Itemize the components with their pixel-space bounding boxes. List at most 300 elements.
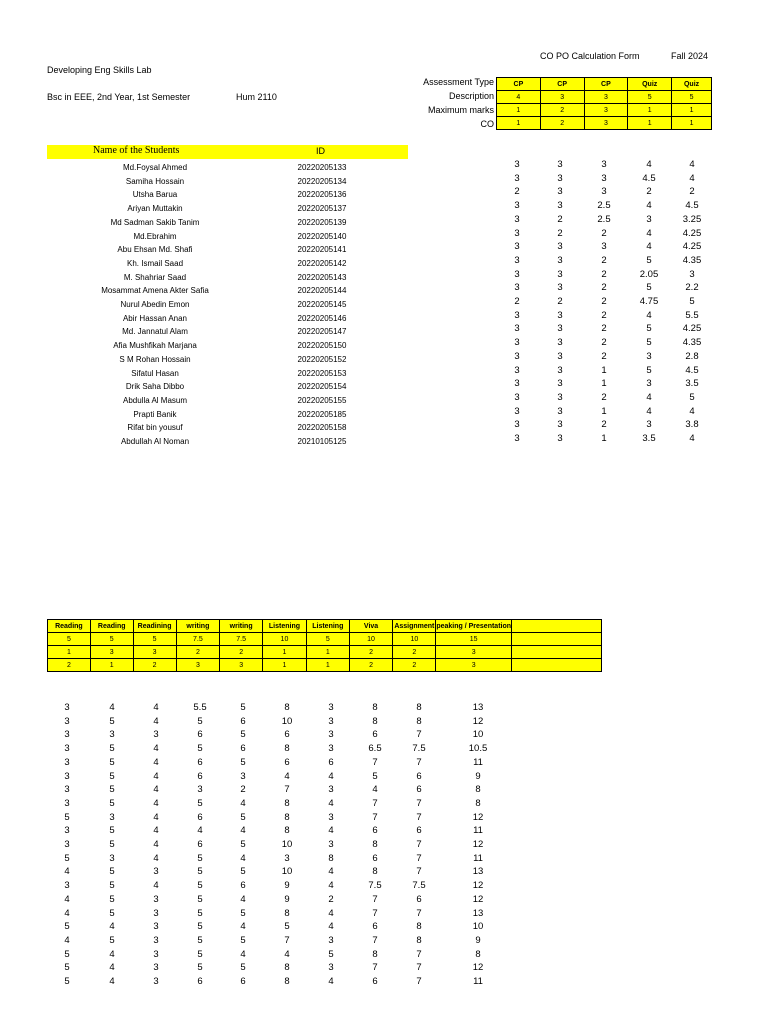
bottom-assessment-cell: 1 [306,659,349,672]
top-mark-cell: 2 [601,419,607,431]
top-mark-cell: 1 [601,433,607,444]
bottom-assessment-table [47,619,602,672]
bottom-assessment-cell: 2 [48,659,91,672]
bottom-mark-cell: 4 [284,770,290,782]
top-mark-cell: 3 [514,391,520,403]
student-id: 20220205139 [297,217,347,227]
top-mark-cell: 3 [557,241,563,253]
bottom-mark-cell: 3 [64,880,70,892]
bottom-mark-cell: 2 [328,893,334,905]
bottom-mark-cell: 5 [109,893,115,905]
bottom-mark-cell: 10 [281,715,293,727]
bottom-mark-cell: 10 [281,866,293,878]
bottom-mark-cell: 5 [109,907,115,919]
bottom-mark-cell: 5 [109,743,115,755]
top-mark-cell: 4 [646,159,652,170]
top-mark-cell: 3 [557,159,563,170]
bottom-mark-cell: 3 [64,825,70,837]
bottom-mark-cell: 11 [473,976,483,987]
bottom-assessment-cell: 1 [263,659,307,672]
bottom-assessment-cell: writing [176,620,220,633]
bottom-mark-cell: 4 [328,770,334,782]
student-id: 20220205185 [297,409,347,419]
bottom-mark-cell: 7 [372,934,378,946]
bottom-assessment-cell: 5 [90,633,133,646]
lab-name: Developing Eng Skills Lab [47,65,152,75]
top-mark-cell: 5 [646,364,652,376]
top-mark-cell: 3 [646,213,652,225]
top-mark-cell: 2.5 [597,200,611,212]
bottom-mark-cell: 8 [284,811,290,823]
top-mark-cell: 3.8 [685,419,699,431]
top-mark-cell: 3 [689,268,695,280]
term-label: Fall 2024 [671,51,709,61]
top-assessment-cell: 3 [584,91,628,104]
top-mark-cell: 3 [557,378,563,390]
bottom-assessment-cell [512,646,602,659]
top-mark-cell: 3 [514,159,520,170]
bottom-mark-cell: 11 [473,825,483,837]
top-mark-cell: 2.8 [685,350,699,362]
bottom-assessment-cell: writing [220,620,263,633]
bottom-mark-cell: 4 [153,839,159,850]
bottom-mark-cell: 12 [472,880,484,892]
bottom-mark-cell: 5 [64,976,70,987]
top-assessment-cell: 3 [584,117,628,130]
top-mark-cell: 4 [646,309,652,321]
bottom-mark-cell: 4 [328,921,334,933]
bottom-mark-cell: 5 [64,852,70,864]
top-mark-cell: 4.75 [639,296,659,307]
student-name: Mosammat Amena Akter Safia [101,286,209,296]
bottom-mark-cell: 2 [240,784,246,796]
bottom-mark-cell: 3 [328,729,334,741]
bottom-mark-cell: 5.5 [193,702,207,713]
bottom-mark-cell: 5 [197,852,203,864]
top-mark-cell: 1 [601,378,607,390]
bottom-mark-cell: 5 [109,715,115,727]
top-mark-cell: 3 [514,172,520,184]
student-name: Drik Saha Dibbo [125,382,185,392]
bottom-mark-cell: 7.5 [368,880,382,892]
bottom-assessment-cell: 2 [176,646,220,659]
bottom-mark-cell: 5 [197,907,203,919]
bottom-mark-cell: 5 [372,770,378,782]
bottom-mark-cell: 7.5 [412,743,426,755]
bottom-mark-cell: 6.5 [368,743,382,755]
bottom-mark-cell: 3 [64,756,70,768]
bottom-mark-cell: 5 [197,934,203,946]
bottom-mark-cell: 4 [109,948,115,960]
bottom-mark-cell: 5 [197,743,203,755]
bottom-mark-cell: 12 [472,715,484,727]
bottom-mark-cell: 7 [416,756,422,768]
bottom-mark-cell: 5 [240,811,246,823]
student-id: 20220205142 [297,258,347,268]
top-assessment-cell: Quiz [672,78,712,91]
bottom-mark-cell: 13 [472,907,484,919]
top-mark-cell: 4 [689,159,695,170]
bottom-mark-cell: 4 [153,702,159,713]
bottom-assessment-cell: Viva [349,620,393,633]
bottom-assessment-cell: 1 [90,659,133,672]
top-mark-cell: 2 [557,296,563,307]
bottom-assessment-cell: 7.5 [220,633,263,646]
top-assessment-cell: 5 [628,91,672,104]
student-id: 20220205145 [297,300,347,309]
bottom-mark-cell: 8 [284,797,290,809]
top-mark-cell: 3 [646,419,652,431]
bottom-mark-cell: 5 [240,866,246,878]
bottom-mark-cell: 6 [372,976,378,987]
top-mark-cell: 4 [646,227,652,239]
bottom-mark-cell: 6 [197,976,203,987]
top-mark-cell: 2 [514,186,520,198]
student-name: Abu Ehsan Md. Shafi [117,245,193,255]
top-mark-cell: 3 [601,159,607,170]
bottom-mark-cell: 4 [240,893,246,905]
bottom-mark-cell: 8 [284,907,290,919]
student-id: 20220205150 [297,341,347,351]
bottom-mark-cell: 7 [416,797,422,809]
bottom-assessment-cell: 5 [306,633,349,646]
student-header-bar [47,145,408,159]
bottom-mark-cell: 5 [197,948,203,960]
student-name: Md.Foysal Ahmed [122,163,188,172]
top-assessment-cell: 1 [497,117,541,130]
bottom-mark-cell: 7 [372,907,378,919]
top-mark-cell: 3 [557,172,563,184]
bottom-mark-cell: 4 [153,825,159,837]
id-column-header: ID [316,146,325,156]
top-assessment-cell: 3 [540,91,584,104]
student-id: 20220205144 [297,286,347,296]
student-id: 20220205133 [297,163,347,172]
bottom-mark-cell: 7 [284,934,290,946]
bottom-assessment-row-co [48,659,602,672]
bottom-mark-cell: 4 [240,825,246,837]
student-name: S M Rohan Hossain [119,354,191,364]
bottom-mark-cell: 4 [109,921,115,933]
top-assessment-row-co [497,117,712,130]
bottom-mark-cell: 10 [472,921,484,933]
top-mark-cell: 3 [514,419,520,431]
top-assessment-cell: 1 [672,104,712,117]
top-mark-cell: 4.35 [682,337,702,349]
bottom-assessment-cell: 1 [263,646,307,659]
bottom-assessment-cell: 2 [349,659,393,672]
bottom-mark-cell: 4 [153,756,159,768]
bottom-mark-cell: 10 [472,729,484,741]
bottom-mark-cell: 6 [197,839,203,850]
bottom-mark-cell: 3 [153,866,159,878]
bottom-mark-cell: 6 [197,811,203,823]
bottom-mark-cell: 10 [281,839,293,850]
bottom-assessment-row-types [48,620,602,633]
bottom-mark-cell: 7.5 [412,880,426,892]
bottom-mark-cell: 4 [328,866,334,878]
top-mark-cell: 3 [601,172,607,184]
top-mark-cell: 2 [601,350,607,362]
top-mark-cell: 3 [557,186,563,198]
top-mark-cell: 2.05 [639,268,659,280]
bottom-assessment-cell: 3 [436,646,512,659]
student-id: 20220205141 [297,245,347,255]
bottom-mark-cell: 8 [372,839,378,850]
name-column-header: Name of the Students [93,145,180,156]
bottom-mark-cell: 3 [328,743,334,755]
bottom-mark-cell: 12 [472,839,484,850]
bottom-mark-cell: 4 [240,852,246,864]
bottom-mark-cell: 3 [64,729,70,741]
top-mark-cell: 3 [514,337,520,349]
bottom-mark-cell: 4 [240,948,246,960]
bottom-mark-cell: 6 [372,729,378,741]
co-label: CO [480,119,494,129]
top-mark-cell: 3 [557,391,563,403]
student-id: 20220205152 [297,354,347,364]
bottom-mark-cell: 5 [240,756,246,768]
bottom-mark-cell: 3 [153,921,159,933]
student-id: 20220205153 [297,368,347,378]
bottom-assessment-cell: 2 [220,646,263,659]
assessment-type-label: Assessment Type [423,77,494,87]
top-mark-cell: 3 [557,282,563,294]
student-name: Rifat bin yousuf [127,423,183,433]
bottom-assessment-cell: 10 [349,633,393,646]
top-mark-cell: 2.2 [685,282,699,294]
student-name: Ariyan Muttakin [127,204,183,214]
top-mark-cell: 2 [557,227,563,239]
bottom-mark-cell: 3 [153,893,159,905]
top-mark-cell: 4.25 [682,227,702,239]
top-assessment-row-maximum-marks [497,104,712,117]
program-label: Bsc in EEE, 2nd Year, 1st Semester [47,92,191,102]
bottom-mark-cell: 5 [109,839,115,850]
top-mark-cell: 4.5 [685,200,699,212]
bottom-mark-cell: 5 [109,934,115,946]
bottom-mark-cell: 9 [475,934,481,946]
top-mark-cell: 5 [646,323,652,335]
bottom-assessment-cell: 3 [133,646,176,659]
top-mark-cell: 1 [601,364,607,376]
form-title: CO PO Calculation Form [540,51,640,61]
student-name: Afia Mushfikah Marjana [113,341,197,351]
bottom-mark-cell: 3 [328,702,334,713]
bottom-mark-cell: 5 [284,921,290,933]
student-name: Sifatul Hasan [131,368,179,378]
bottom-mark-cell: 4 [64,907,70,919]
top-mark-cell: 3.5 [685,378,699,390]
top-mark-cell: 4 [646,391,652,403]
bottom-mark-cell: 7 [372,962,378,974]
bottom-mark-cell: 4 [153,811,159,823]
top-mark-cell: 3 [557,268,563,280]
bottom-mark-cell: 3 [64,743,70,755]
bottom-mark-cell: 7 [416,729,422,741]
bottom-mark-cell: 5 [64,811,70,823]
bottom-mark-cell: 3 [64,715,70,727]
bottom-mark-cell: 3 [64,839,70,850]
bottom-mark-cell: 6 [240,880,246,892]
top-mark-cell: 3 [514,309,520,321]
bottom-mark-cell: 4 [153,715,159,727]
top-mark-cell: 3 [557,337,563,349]
student-name: Abdulla Al Masum [122,395,188,405]
bottom-mark-cell: 8 [284,962,290,974]
top-mark-cell: 2 [646,186,652,198]
top-mark-cell: 3 [514,405,520,417]
bottom-mark-cell: 8 [284,702,290,713]
bottom-assessment-cell: Listening [263,620,307,633]
top-mark-cell: 2 [601,227,607,239]
top-mark-cell: 3 [557,323,563,335]
top-mark-cell: 3 [557,254,563,266]
top-mark-cell: 3 [646,350,652,362]
top-assessment-row-description [497,91,712,104]
bottom-mark-cell: 5 [197,880,203,892]
bottom-mark-cell: 4 [328,907,334,919]
top-mark-cell: 3 [514,241,520,253]
bottom-mark-cell: 4 [372,784,378,796]
bottom-mark-cell: 5 [240,839,246,850]
top-mark-cell: 4 [646,241,652,253]
top-mark-cell: 2 [601,282,607,294]
bottom-mark-cell: 12 [472,893,484,905]
top-mark-cell: 3 [514,350,520,362]
top-mark-cell: 3 [514,227,520,239]
bottom-mark-cell: 5 [109,866,115,878]
bottom-mark-cell: 11 [473,756,483,768]
bottom-mark-cell: 7 [284,784,290,796]
bottom-mark-cell: 6 [197,770,203,782]
bottom-mark-cell: 6 [284,756,290,768]
top-assessment-cell: 5 [672,91,712,104]
bottom-assessment-cell: Assignment [393,620,436,633]
bottom-assessment-cell: Reading [90,620,133,633]
top-assessment-table [496,77,712,130]
bottom-mark-cell: 8 [416,702,422,713]
top-mark-cell: 4 [689,405,695,417]
bottom-assessment-cell [512,620,602,633]
bottom-assessment-cell: Readining [133,620,176,633]
student-id: 20220205137 [297,204,347,214]
top-mark-cell: 4.5 [642,172,656,184]
bottom-mark-cell: 5 [240,934,246,946]
student-id: 20220205154 [297,382,347,392]
bottom-mark-cell: 6 [416,893,422,905]
student-id: 20220205155 [297,395,347,405]
top-mark-cell: 3 [601,186,607,198]
bottom-assessment-cell: 5 [133,633,176,646]
bottom-mark-cell: 4 [240,797,246,809]
bottom-assessment-cell: 15 [436,633,512,646]
bottom-mark-cell: 3 [109,811,115,823]
bottom-mark-cell: 6 [240,976,246,987]
bottom-mark-cell: 5 [64,962,70,974]
bottom-mark-cell: 8 [416,715,422,727]
bottom-mark-cell: 6 [416,770,422,782]
bottom-mark-cell: 3 [64,784,70,796]
bottom-mark-cell: 3 [328,839,334,850]
bottom-mark-cell: 5 [197,921,203,933]
bottom-mark-cell: 4 [109,976,115,987]
bottom-mark-cell: 4 [109,962,115,974]
bottom-mark-cell: 3 [240,770,246,782]
bottom-assessment-cell: 2 [349,646,393,659]
top-mark-cell: 5 [689,296,695,307]
bottom-mark-cell: 3 [153,948,159,960]
bottom-mark-cell: 8 [372,715,378,727]
bottom-mark-cell: 4 [328,880,334,892]
bottom-mark-cell: 4 [64,893,70,905]
bottom-mark-cell: 6 [372,825,378,837]
student-name: Kh. Ismail Saad [126,258,184,268]
bottom-mark-cell: 4 [284,948,290,960]
bottom-mark-cell: 3 [284,852,290,864]
top-assessment-cell: CP [584,78,628,91]
top-mark-cell: 3 [514,213,520,225]
bottom-mark-cell: 3 [64,797,70,809]
bottom-mark-cell: 8 [475,784,481,796]
bottom-assessment-cell: 3 [176,659,220,672]
top-assessment-cell: 1 [497,104,541,117]
top-mark-cell: 1 [601,405,607,417]
bottom-mark-cell: 3 [109,729,115,741]
bottom-mark-cell: 5 [109,756,115,768]
bottom-assessment-cell: 2 [133,659,176,672]
bottom-mark-cell: 5 [240,702,246,713]
top-mark-cell: 3 [514,378,520,390]
student-name: M. Shahriar Saad [123,272,187,282]
top-assessment-cell: 1 [672,117,712,130]
bottom-mark-cell: 7 [372,797,378,809]
top-mark-cell: 2 [601,254,607,266]
bottom-mark-cell: 4 [153,880,159,892]
student-id: 20210105125 [297,437,347,446]
top-mark-cell: 3 [557,309,563,321]
top-mark-cell: 2 [601,309,607,321]
bottom-assessment-cell: 3 [220,659,263,672]
top-mark-cell: 4 [689,172,695,184]
bottom-mark-cell: 8 [372,948,378,960]
bottom-mark-cell: 4 [328,797,334,809]
bottom-mark-cell: 3 [328,962,334,974]
top-mark-cell: 3 [514,200,520,212]
bottom-mark-cell: 3 [328,784,334,796]
bottom-mark-cell: 7 [416,948,422,960]
top-mark-cell: 5.5 [685,309,699,321]
bottom-assessment-row-description [48,633,602,646]
top-mark-cell: 4.25 [682,241,702,253]
top-mark-cell: 3 [557,405,563,417]
bottom-mark-cell: 6 [328,756,334,768]
bottom-mark-cell: 4 [64,866,70,878]
bottom-mark-cell: 5 [197,866,203,878]
top-mark-cell: 4.35 [682,254,702,266]
top-mark-cell: 4.25 [682,323,702,335]
bottom-mark-cell: 5 [240,907,246,919]
top-assessment-cell: 1 [628,117,672,130]
bottom-mark-cell: 4 [153,784,159,796]
bottom-mark-cell: 13 [472,866,484,878]
bottom-mark-cell: 5 [240,729,246,741]
bottom-mark-cell: 5 [64,921,70,933]
bottom-mark-cell: 4 [197,825,203,837]
bottom-assessment-cell: Reading [48,620,91,633]
top-mark-cell: 2 [601,337,607,349]
top-mark-cell: 2 [557,213,563,225]
